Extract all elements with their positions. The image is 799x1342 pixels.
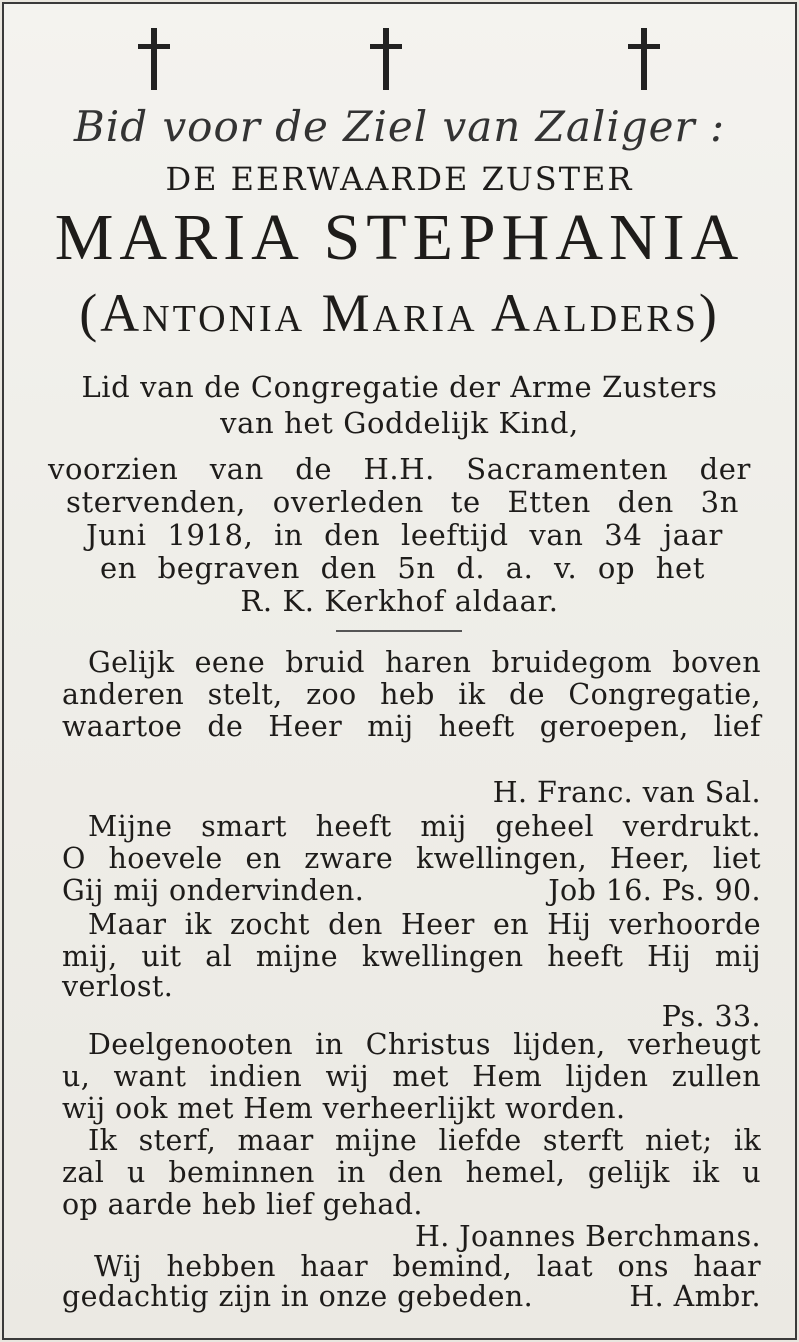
quote-line: Maar ik zocht den Heer en Hij verhoorde xyxy=(88,908,761,941)
cross-icon xyxy=(624,26,664,92)
quote-line: waartoe de Heer mij heeft geroepen, lief xyxy=(62,710,761,743)
quote-line: Wij hebben haar bemind, laat ons haar xyxy=(94,1250,761,1283)
quote-line-with-source xyxy=(62,1280,761,1313)
quote-line: Gelijk eene bruid haren bruidegom boven xyxy=(88,646,761,679)
birth-name: (Antonia Maria Aalders) xyxy=(79,283,720,343)
quote-line: gedachtig zijn in onze gebeden. xyxy=(62,1280,534,1313)
quote-line: Gij mij ondervinden. xyxy=(62,874,365,907)
divider xyxy=(336,630,462,632)
quote-line: anderen stelt, zoo heb ik de Congregatie, xyxy=(62,678,761,711)
cross-icon xyxy=(134,26,174,92)
quote-line: zal u beminnen in den hemel, gelijk ik u xyxy=(62,1156,761,1189)
quote-line: O hoevele en zware kwellingen, Heer, liet xyxy=(62,842,761,875)
death-notice-line: en begraven den 5n d. a. v. op het xyxy=(100,551,705,585)
quote-line: Deelgenooten in Christus lijden, verheugt xyxy=(88,1028,761,1061)
quote-line: verlost. xyxy=(62,970,174,1003)
death-notice-line: voorzien van de H.H. Sacramenten der xyxy=(48,452,751,486)
death-notice-line: R. K. Kerkhof aldaar. xyxy=(240,584,559,618)
quote-source: Job 16. Ps. 90. xyxy=(548,874,761,907)
quote-line: Ik sterf, maar mijne liefde sterft niet; ik xyxy=(88,1124,761,1157)
quote-source: H. Franc. van Sal. xyxy=(492,776,761,809)
quote-line: op aarde heb lief gehad. xyxy=(62,1188,423,1221)
invocation: Bid voor de Ziel van Zaliger : xyxy=(73,102,726,151)
death-notice-line: stervenden, overleden te Etten den 3n xyxy=(66,485,739,519)
congregation-line: van het Goddelijk Kind, xyxy=(220,406,579,440)
quote-source: Ps. 33. xyxy=(661,1000,761,1033)
cross-icon xyxy=(366,26,406,92)
death-notice-line: Juni 1918, in den leeftijd van 34 jaar xyxy=(86,518,723,552)
quote-line: wij ook met Hem verheerlijkt worden. xyxy=(62,1092,626,1125)
title-prefix: DE EERWAARDE ZUSTER xyxy=(165,160,634,198)
quote-line: Mijne smart heeft mij geheel verdrukt. xyxy=(88,810,761,843)
deceased-name: MARIA STEPHANIA xyxy=(54,201,745,274)
congregation-line: Lid van de Congregatie der Arme Zusters xyxy=(81,370,718,404)
quote-line: mij, uit al mijne kwellingen heeft Hij mij xyxy=(62,940,761,973)
quote-source: H. Joannes Berchmans. xyxy=(414,1220,761,1253)
memorial-card xyxy=(2,2,797,1340)
quote-line-with-source xyxy=(62,874,761,907)
quote-source: H. Ambr. xyxy=(629,1280,761,1313)
quote-line: u, want indien wij met Hem lijden zullen xyxy=(62,1060,761,1093)
